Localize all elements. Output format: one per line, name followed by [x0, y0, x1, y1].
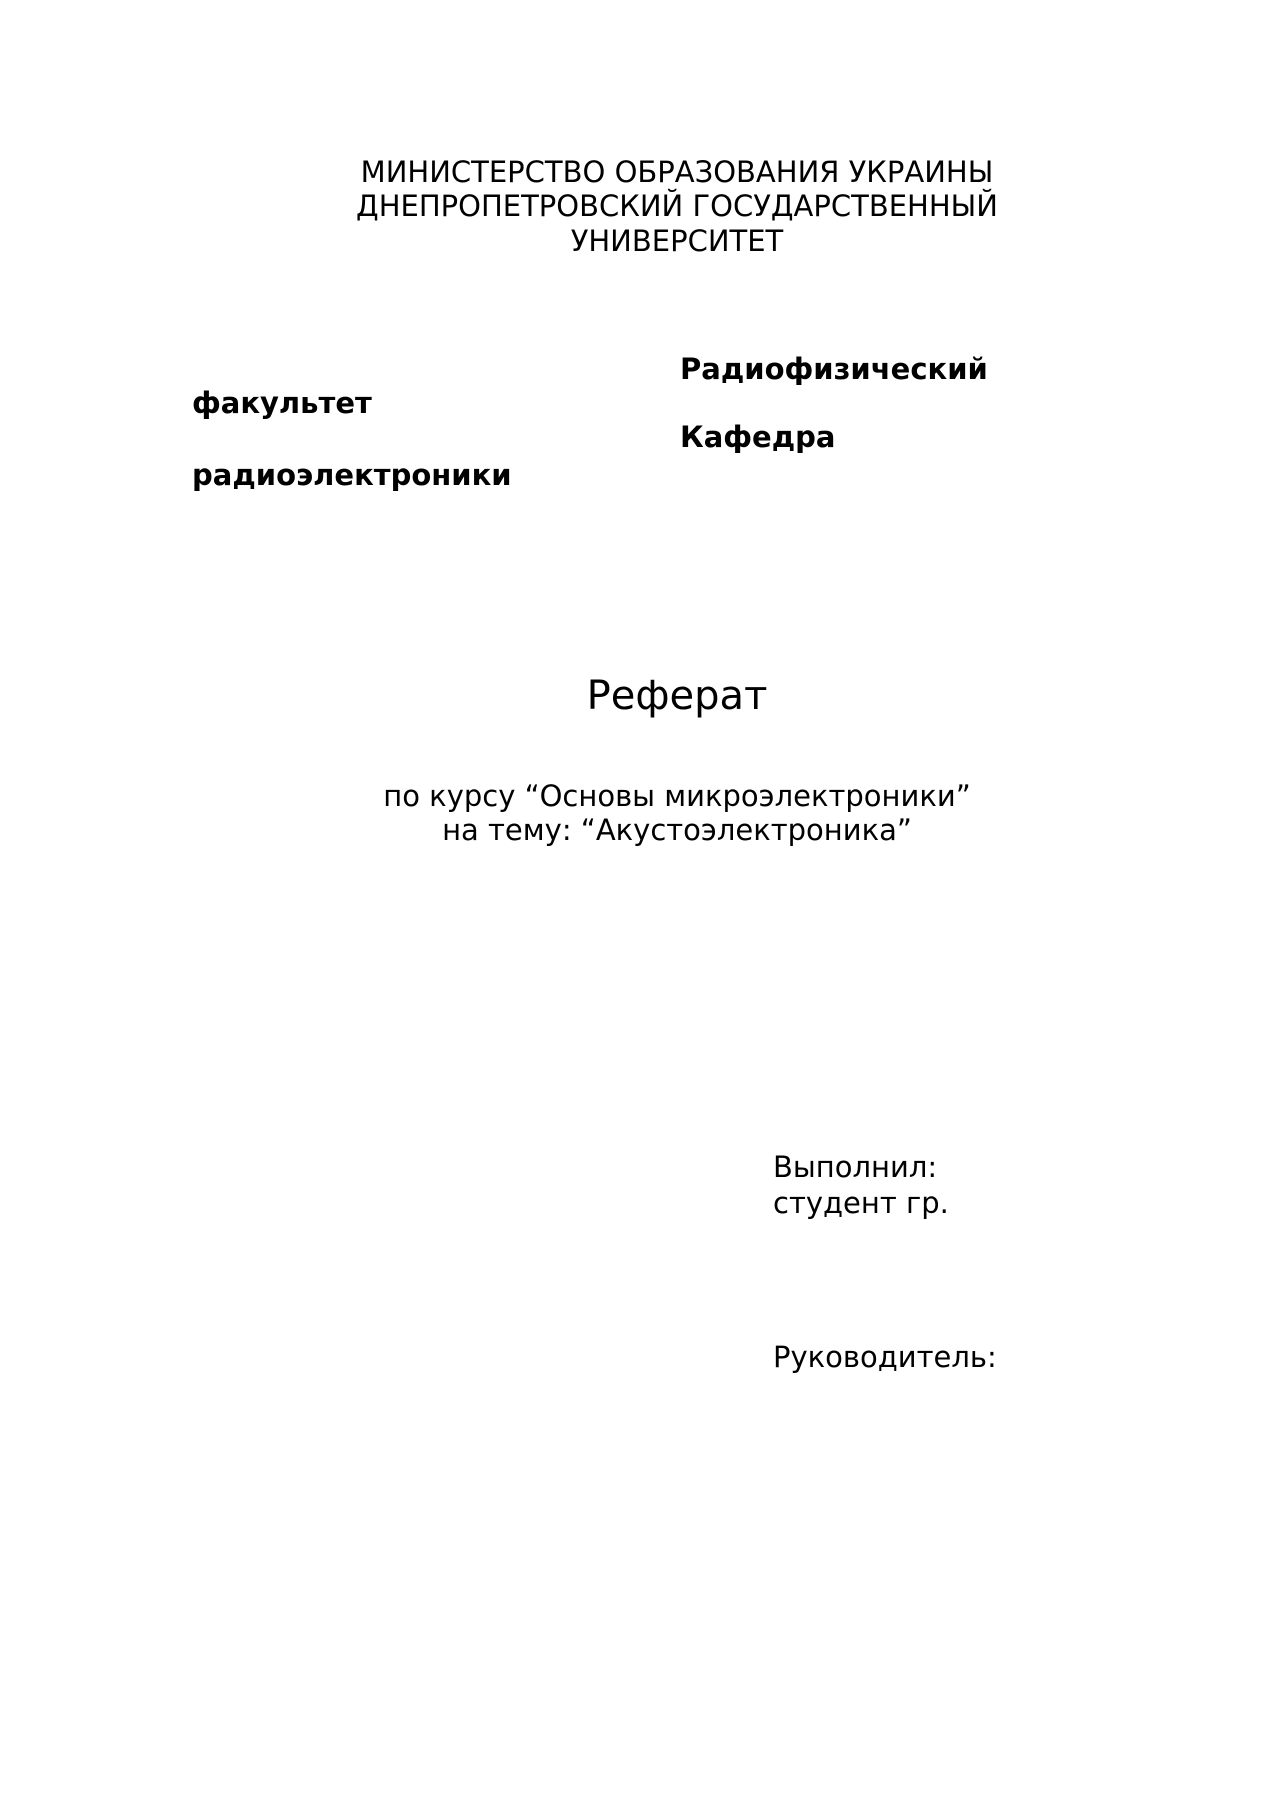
faculty-line2: факультет	[192, 386, 372, 420]
student-group-label: студент гр.	[773, 1186, 949, 1220]
department-line1: Кафедра	[680, 420, 836, 454]
supervisor-label: Руководитель:	[773, 1340, 997, 1374]
ministry-heading: МИНИСТЕРСТВО ОБРАЗОВАНИЯ УКРАИНЫ	[360, 155, 994, 189]
university-heading-line2: УНИВЕРСИТЕТ	[570, 224, 784, 258]
topic-line: на тему: “Акустоэлектроника”	[442, 813, 912, 847]
university-heading-line1: ДНЕПРОПЕТРОВСКИЙ ГОСУДАРСТВЕННЫЙ	[356, 189, 998, 223]
faculty-line1: Радиофизический	[680, 352, 988, 386]
course-line: по курсу “Основы микроэлектроники”	[383, 779, 971, 813]
document-title: Реферат	[586, 673, 768, 719]
department-line2: радиоэлектроники	[192, 458, 512, 492]
performed-by-label: Выполнил:	[773, 1150, 938, 1184]
